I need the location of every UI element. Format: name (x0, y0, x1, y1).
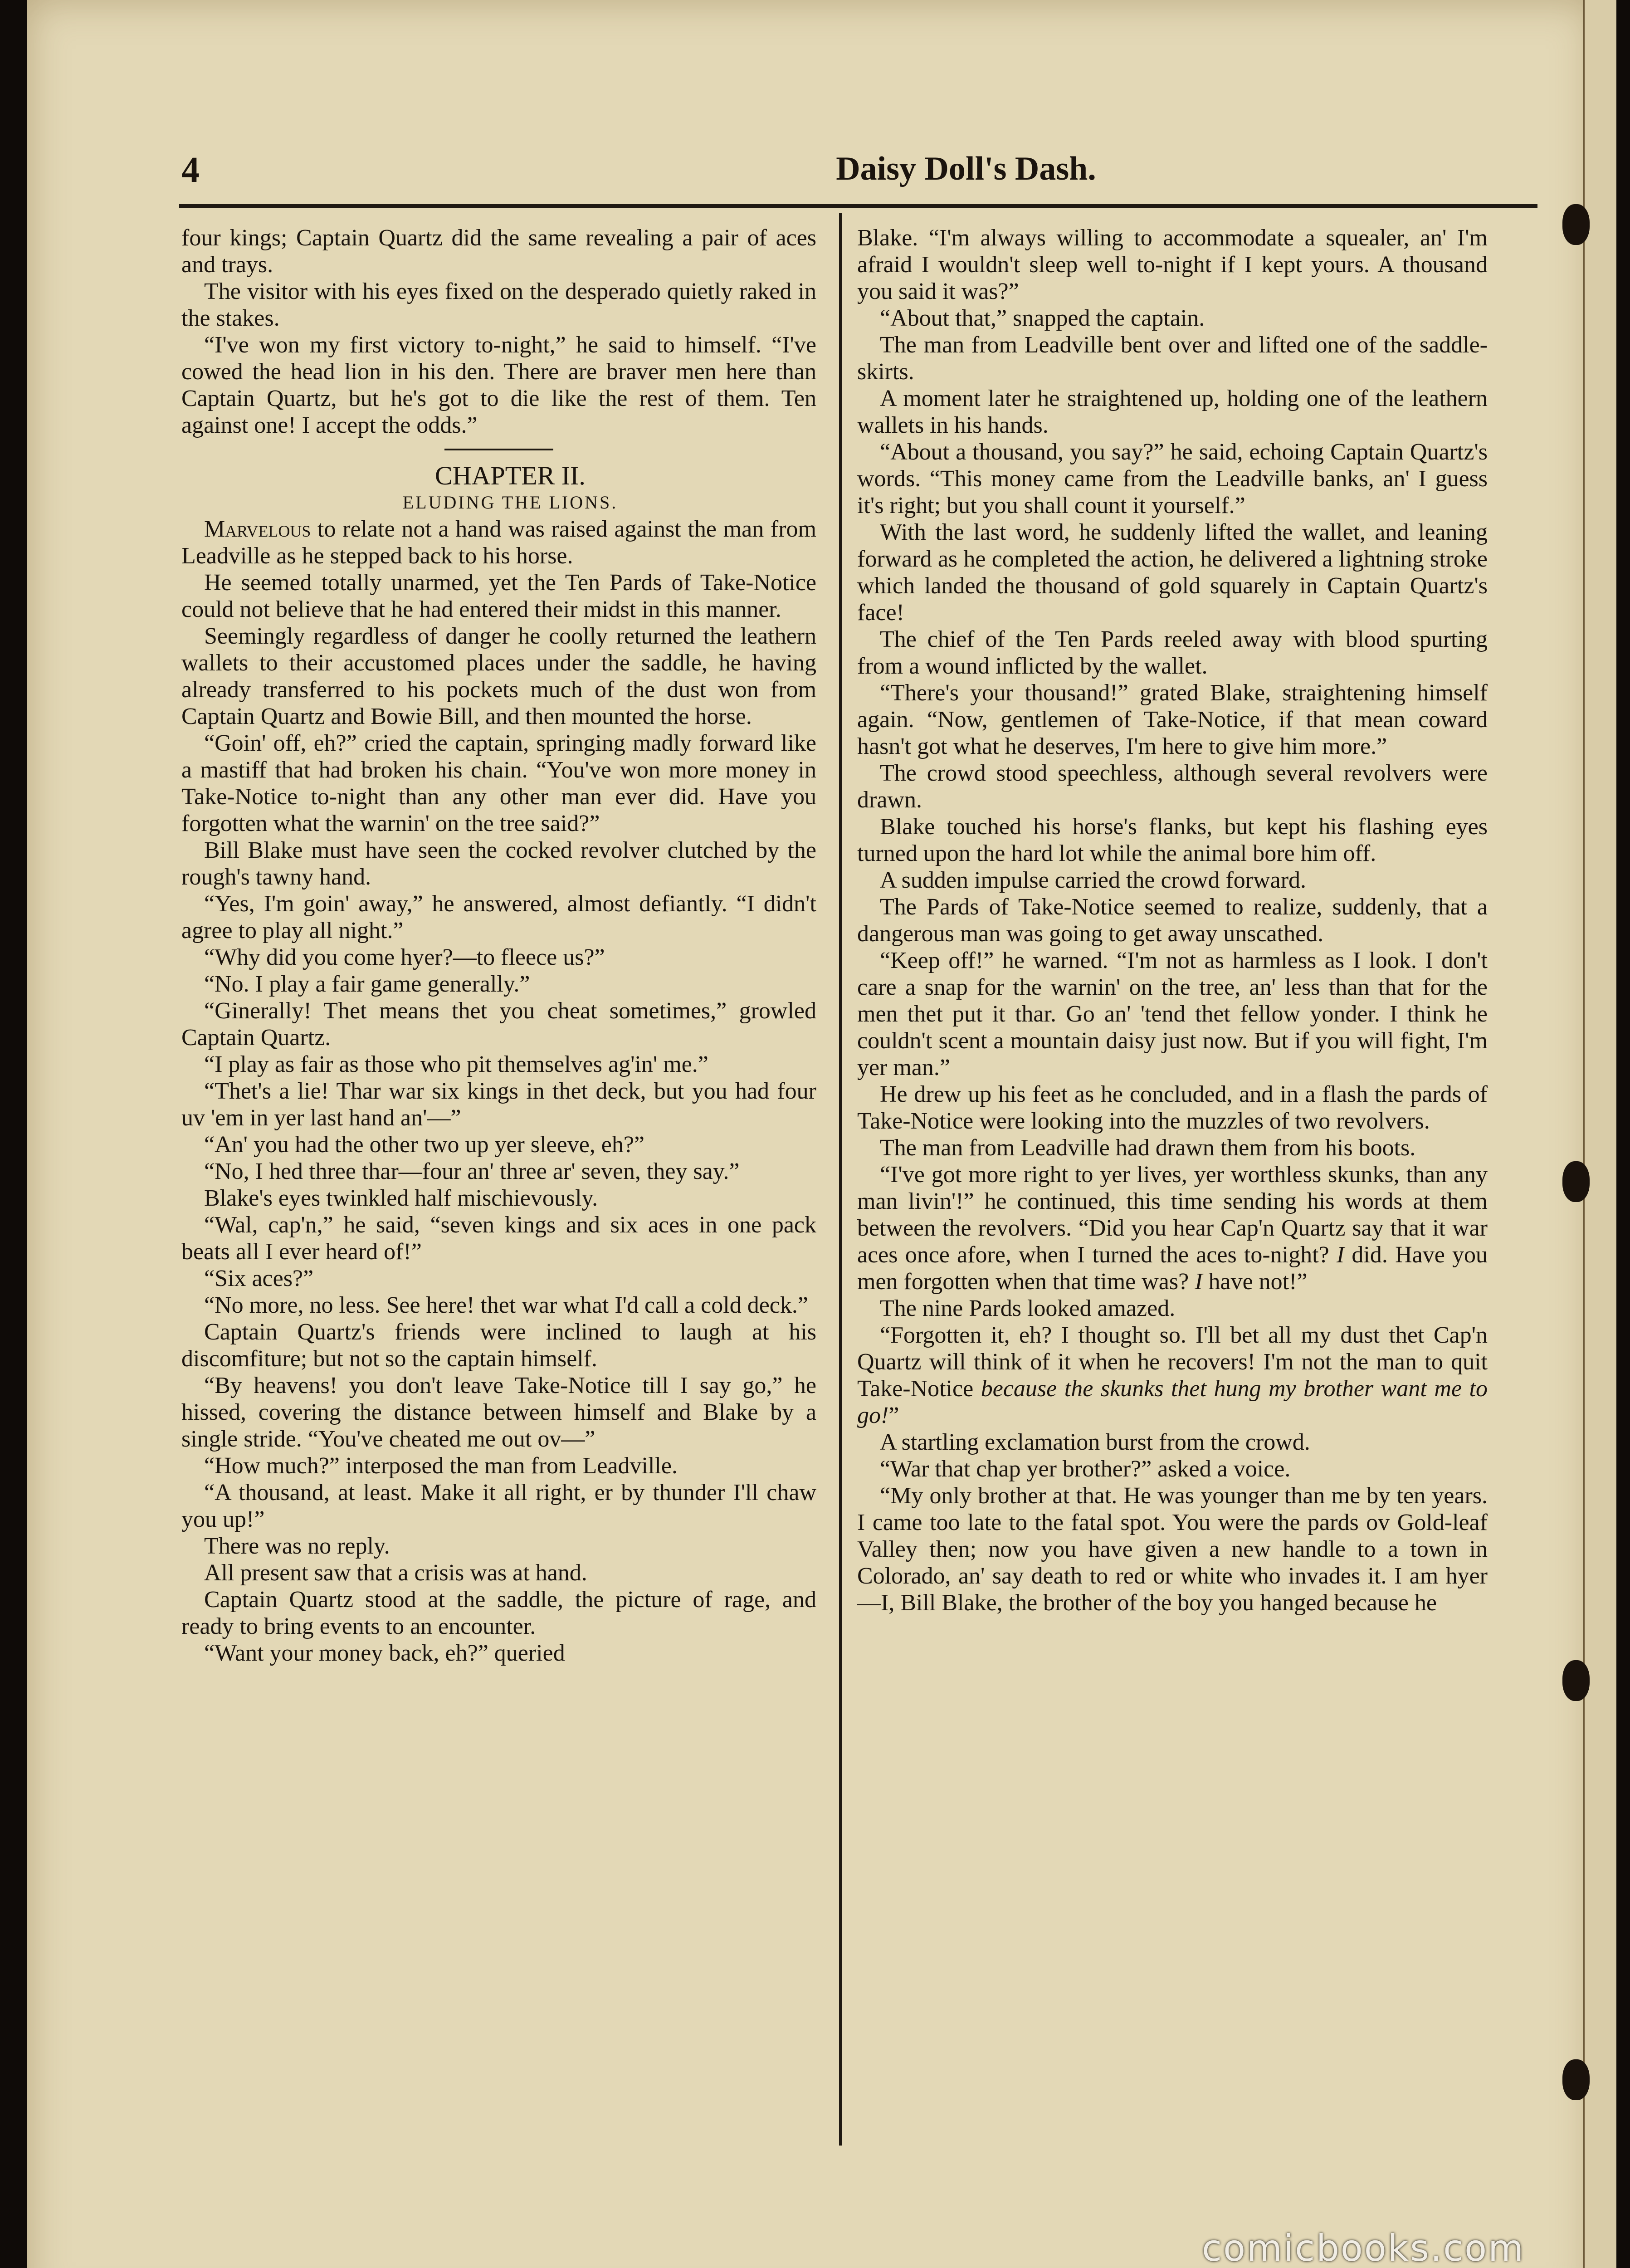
page-number: 4 (181, 150, 200, 190)
italic-text: I (1336, 1242, 1345, 1268)
binding-stitch-icon (1562, 204, 1590, 245)
paragraph: “My only brother at that. He was younger than me by ten years. I came too late to the fatal spot. You were the pards ov Gold-leaf Valley then; now you have given a new handle to a town in Colorado, an' say death to red or white who invades it. I am hyer—I, Bill Blake, the brother of the boy you hanged because he (857, 1483, 1488, 1616)
watermark: comicbooks.com (1202, 2227, 1525, 2268)
paragraph: A startling exclamation burst from the crowd. (880, 1429, 1310, 1455)
paragraph: “About a thousand, you say?” he said, echoing Captain Quartz's words. “This money came from the Leadville banks, an' I guess it's right; but you shall count it yourself.” (857, 439, 1488, 518)
paragraph-text: ” (888, 1403, 899, 1428)
italic-text: I (1195, 1269, 1203, 1295)
running-title: Daisy Doll's Dash. (836, 150, 1096, 187)
paragraph (857, 1161, 1488, 1295)
header-rule (179, 204, 1537, 208)
paragraph: There was no reply. (204, 1533, 390, 1559)
paragraph: A moment later he straightened up, holding one of the leathern wallets in his hands. (857, 386, 1488, 438)
column-divider (839, 213, 842, 2146)
paragraph (857, 1322, 1488, 1429)
paragraph: “Wal, cap'n,” he said, “seven kings and six aces in one pack beats all I ever heard of!” (181, 1212, 816, 1265)
paragraph: Blake. “I'm always willing to accommodate a squealer, an' I'm afraid I wouldn't sleep well to-night if I kept yours. A thousand you said it was?” (857, 225, 1488, 304)
paragraph: “About that,” snapped the captain. (880, 305, 1205, 331)
paragraph: “Keep off!” he warned. “I'm not as harmless as I look. I don't care a snap for the warnin' on the tree, an' less than that for the men thet put it thar. Go an' 'tend thet fellow yonder. I think he couldn't scent a mountain daisy just now. But if you will fight, I'm yer man.” (857, 948, 1488, 1080)
binding-stitch-icon (1562, 1161, 1590, 1202)
binding-stitch-icon (1562, 2059, 1590, 2100)
paragraph: Captain Quartz stood at the saddle, the picture of rage, and ready to bring events to an encounter. (181, 1587, 816, 1639)
paragraph-text: “I've got more right to yer lives, yer worthless skunks, than any man livin'!” he continued, this time sending his words at them between the revolvers. “Did you hear Cap'n Quartz say that it war aces once afore, when I turned the aces to-night? (857, 1162, 1488, 1268)
paragraph-text: did. Have you men forgotten when that time was? (857, 1242, 1488, 1295)
paragraph: A sudden impulse carried the crowd forward. (880, 867, 1307, 893)
paragraph: Captain Quartz's friends were inclined to laugh at his discomfiture; but not so the captain himself. (181, 1319, 816, 1372)
paragraph: “How much?” interposed the man from Leadville. (204, 1453, 678, 1479)
paragraph: “Yes, I'm goin' away,” he answered, almost defiantly. “I didn't agree to play all night.” (181, 891, 816, 943)
paragraph: The visitor with his eyes fixed on the desperado quietly raked in the stakes. (181, 279, 816, 331)
paragraph: “War that chap yer brother?” asked a voice. (880, 1456, 1291, 1482)
chapter-rule (444, 449, 553, 450)
paragraph: “No. I play a fair game generally.” (204, 971, 530, 997)
paragraph (181, 516, 816, 569)
paragraph-text: “Forgotten it, eh? I thought so. I'll bet all my dust thet Cap'n Quartz will think of it when he recovers! I'm not the man to quit Take-Notice (857, 1322, 1488, 1402)
paragraph: “By heavens! you don't leave Take-Notice till I say go,” he hissed, covering the distance between himself and Blake by a single stride. “You've cheated me out ov—” (181, 1373, 816, 1452)
chapter-subtitle: ELUDING THE LIONS. (402, 492, 618, 513)
paragraph: “Six aces?” (204, 1266, 314, 1291)
paragraph-text: have not!” (1202, 1269, 1308, 1295)
paragraph: “Why did you come hyer?—to fleece us?” (204, 944, 605, 970)
paragraph: “Thet's a lie! Thar war six kings in thet deck, but you had four uv 'em in yer last hand an'—” (181, 1078, 816, 1131)
paragraph: “No, I hed three thar—four an' three ar' seven, they say.” (204, 1158, 740, 1184)
paragraph: All present saw that a crisis was at hand. (204, 1560, 587, 1586)
paragraph: “Goin' off, eh?” cried the captain, springing madly forward like a mastiff that had broken his chain. “You've won more money in Take-Notice to-night than any other man ever did. Have you forgotten what the warnin' on the tree said?” (181, 730, 816, 836)
paragraph: “A thousand, at least. Make it all right, er by thunder I'll chaw you up!” (181, 1480, 816, 1532)
paragraph: He seemed totally unarmed, yet the Ten Pards of Take-Notice could not believe that he had entered their midst in this manner. (181, 570, 816, 622)
paragraph: “Want your money back, eh?” queried (204, 1640, 565, 1666)
paragraph: “Ginerally! Thet means thet you cheat sometimes,” growled Captain Quartz. (181, 998, 816, 1051)
paragraph: The nine Pards looked amazed. (880, 1295, 1176, 1321)
left-column (181, 225, 816, 1667)
chapter-title: CHAPTER II. (435, 461, 586, 490)
paragraph: four kings; Captain Quartz did the same revealing a pair of aces and trays. (181, 225, 816, 278)
paragraph: The Pards of Take-Notice seemed to realize, suddenly, that a dangerous man was going to get away unscathed. (857, 894, 1488, 947)
paragraph: The crowd stood speechless, although several revolvers were drawn. (857, 760, 1488, 813)
paragraph: The man from Leadville had drawn them from his boots. (880, 1135, 1416, 1161)
paragraph: Bill Blake must have seen the cocked revolver clutched by the rough's tawny hand. (181, 837, 816, 890)
right-column (857, 225, 1488, 1616)
paragraph: With the last word, he suddenly lifted the wallet, and leaning forward as he completed the action, he delivered a lightning stroke which landed the thousand of gold squarely in Captain Quartz's face! (857, 519, 1488, 626)
paragraph: Blake's eyes twinkled half mischievously. (204, 1185, 598, 1211)
lead-word: Marvelous (204, 516, 311, 542)
italic-text: because the skunks thet hung my brother want me to go! (857, 1376, 1488, 1428)
page-header (181, 150, 1542, 200)
paragraph-text: to relate not a hand was raised against the man from Leadville as he stepped back to his horse. (181, 516, 816, 569)
paragraph: Seemingly regardless of danger he coolly returned the leathern wallets to their accustomed places under the saddle, he having already transferred to his pockets much of the dust won from Captain Quartz and Bowie Bill, and then mounted the horse. (181, 623, 816, 729)
paragraph: He drew up his feet as he concluded, and in a flash the pards of Take-Notice were looking into the muzzles of two revolvers. (857, 1081, 1488, 1134)
paragraph: “No more, no less. See here! thet war what I'd call a cold deck.” (204, 1292, 808, 1318)
paragraph: The chief of the Ten Pards reeled away with blood spurting from a wound inflicted by the wallet. (857, 626, 1488, 679)
paragraph: The man from Leadville bent over and lifted one of the saddle-skirts. (857, 332, 1488, 385)
binding-stitch-icon (1562, 1660, 1590, 1701)
paragraph: Blake touched his horse's flanks, but kept his flashing eyes turned upon the hard lot while the animal bore him off. (857, 814, 1488, 866)
facing-page-edge (1583, 0, 1616, 2268)
paragraph: “There's your thousand!” grated Blake, straightening himself again. “Now, gentlemen of Take-Notice, if that mean coward hasn't got what he deserves, I'm here to give him more.” (857, 680, 1488, 759)
paragraph: “An' you had the other two up yer sleeve, eh?” (204, 1132, 645, 1158)
paragraph: “I've won my first victory to-night,” he said to himself. “I've cowed the head lion in his den. There are braver men here than Captain Quartz, but he's got to die like the rest of them. Ten against one! I accept the odds.” (181, 332, 816, 438)
paragraph: “I play as fair as those who pit themselves ag'in' me.” (204, 1051, 708, 1077)
